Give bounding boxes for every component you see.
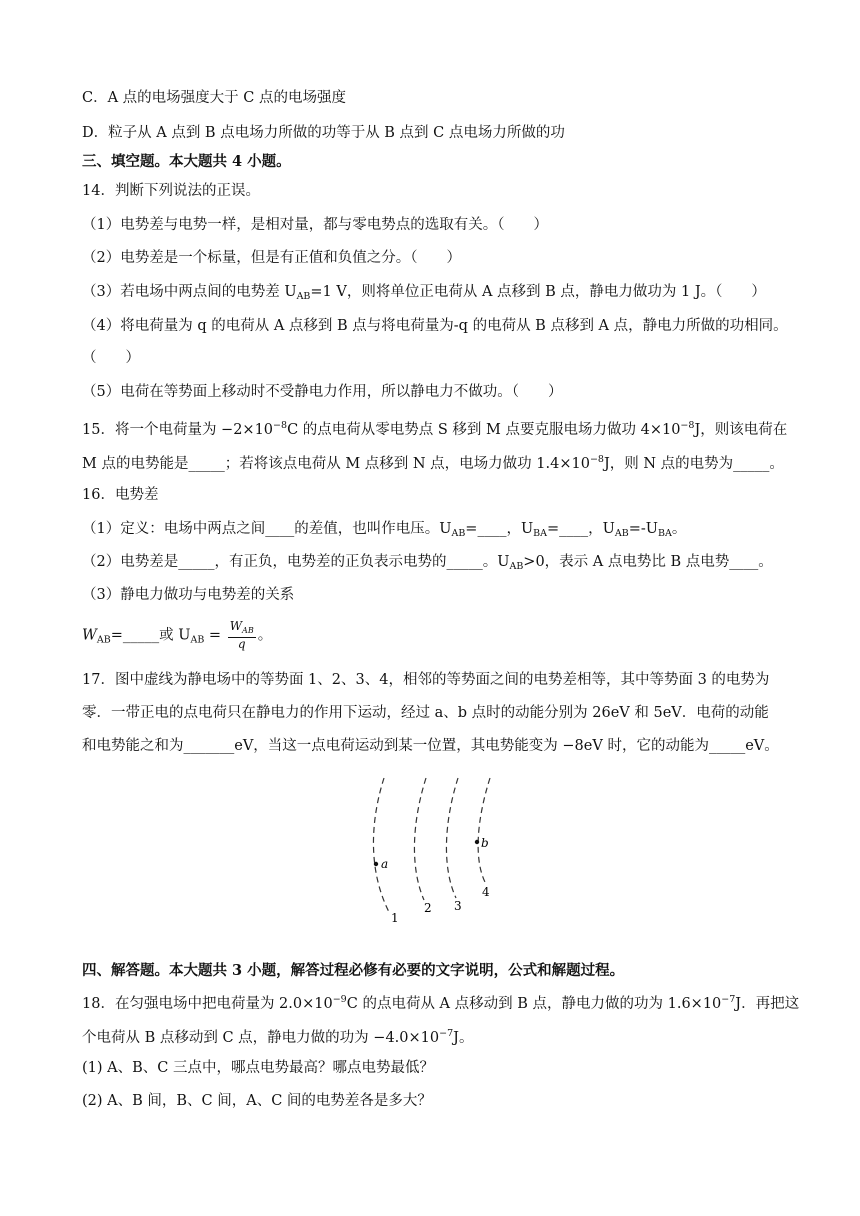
- q18-l1-e1: −9: [332, 994, 347, 1005]
- q16-relation: （3）静电力做功与电势差的关系: [82, 587, 295, 603]
- q17-line-3: 和电势能之和为_______eV，当这一点电荷运动到某一位置，其电势能变为 −8eV 时，它的动能为_____eV。: [82, 738, 779, 754]
- q16-d1-d: =-U: [628, 521, 659, 537]
- q15-l1-exp2: −8: [680, 420, 695, 431]
- q18-part-2: (2) A、B 间，B、C 间，A、C 间的电势差各是多大？: [82, 1093, 432, 1109]
- label-a: a: [381, 857, 389, 871]
- q18-l2-a: 个电荷从 B 点移动到 C 点，静电力做的功为 −4.0×10: [82, 1030, 440, 1046]
- q16-d2-b: >0，表示 A 点电势比 B 点电势____。: [523, 554, 773, 570]
- q18-l2-e: −7: [439, 1028, 454, 1039]
- q16-frac-num-sub: AB: [242, 626, 254, 635]
- q16-w-end: 。: [257, 627, 273, 644]
- q16-d1-b: =____，U: [465, 521, 534, 537]
- q15-l2-a: M 点的电势能是_____；若将该点电荷从 M 点移到 N 点，电场力做功 1.4×10: [82, 456, 590, 472]
- q13-option-c: C．A 点的电场强度大于 C 点的电场强度: [82, 90, 346, 106]
- q15-l1-b: C 的点电荷从零电势点 S 移到 M 点要克服电场力做功 4×10: [287, 422, 681, 438]
- q16-eq: =: [204, 627, 226, 644]
- q16-formula: [82, 620, 272, 655]
- q14-statement-3: [82, 282, 766, 307]
- q15-line-1: [82, 416, 787, 440]
- q17-line-1: 17．图中虚线为静电场中的等势面 1、2、3、4，相邻的等势面之间的电势差相等，其中等势面 3 的电势为: [82, 672, 770, 688]
- q15-l2-b: J，则 N 点的电势为_____。: [603, 456, 784, 472]
- q14-statement-1: （1）电势差与电势一样，是相对量，都与零电势点的选取有关。（ ）: [82, 217, 548, 233]
- q18-l1-a: 18．在匀强电场中把电荷量为 2.0×10: [82, 996, 333, 1012]
- q16-d1-s4: BA: [658, 528, 672, 539]
- q18-line-1: [82, 990, 799, 1014]
- q14-stem: 14．判断下列说法的正误。: [82, 183, 260, 199]
- q16-d1-a: （1）定义：电场中两点之间____的差值，也叫作电压。U: [82, 521, 452, 537]
- label-3: 3: [454, 899, 462, 913]
- section3-title: 三、填空题。本大题共 4 小题。: [82, 153, 291, 170]
- q16-scalar: [82, 552, 773, 577]
- q16-w-b: =_____或 U: [110, 627, 191, 644]
- label-1: 1: [391, 911, 399, 922]
- q16-w: W: [82, 627, 97, 644]
- q15-l2-exp: −8: [589, 454, 604, 465]
- equipotential-surface-4: [478, 778, 490, 884]
- label-2: 2: [424, 901, 432, 915]
- q14-statement-4: （4）将电荷量为 q 的电荷从 A 点移到 B 点与将电荷量为-q 的电荷从 B 点移到 A 点，静电力所做的功相同。: [82, 318, 788, 334]
- equipotential-surface-1: [373, 778, 390, 914]
- q16-d1-s2: BA: [533, 528, 548, 539]
- q14-statement-5: （5）电荷在等势面上移动时不受静电力作用，所以静电力不做功。（ ）: [82, 384, 563, 400]
- q16-d1-c: =____，U: [547, 521, 615, 537]
- q16-d1-e: 。: [671, 521, 687, 537]
- q16-frac-num: W: [229, 619, 243, 633]
- q16-u-sub: AB: [190, 634, 205, 646]
- q15-l1-a: 15．将一个电荷量为 −2×10: [82, 422, 274, 438]
- q18-l1-b: C 的点电荷从 A 点移动到 B 点，静电力做的功为 1.6×10: [346, 996, 722, 1012]
- q15-line-2: [82, 450, 784, 474]
- q15-l1-c: J，则该电荷在: [694, 422, 788, 438]
- q16-w-sub: AB: [96, 634, 111, 646]
- point-b: [475, 840, 479, 844]
- q17-line-2: 零．一带正电的点电荷只在静电力的作用下运动，经过 a、b 点时的动能分别为 26eV 和 5eV．电荷的动能: [82, 705, 769, 721]
- q16-stem: 16．电势差: [82, 487, 159, 503]
- q16-d1-s3: AB: [614, 528, 629, 539]
- q14-s3-text-b: =1 V，则将单位正电荷从 A 点移到 B 点，静电力做功为 1 J。（ ）: [310, 284, 766, 300]
- q16-fraction: [228, 620, 256, 651]
- equipotential-surface-3: [446, 778, 458, 898]
- q15-l1-exp1: −8: [273, 420, 288, 431]
- q13-option-d: D．粒子从 A 点到 B 点电场力所做的功等于从 B 点到 C 点电场力所做的功: [82, 125, 565, 141]
- q18-l1-e2: −7: [721, 994, 736, 1005]
- q14-statement-4-bracket: （ ）: [82, 350, 140, 366]
- q16-d2-s: AB: [509, 561, 524, 572]
- q14-s3-text-a: （3）若电场中两点间的电势差 U: [82, 284, 297, 300]
- q16-d2-a: （2）电势差是_____，有正负，电势差的正负表示电势的_____。U: [82, 554, 510, 570]
- label-4: 4: [482, 885, 490, 899]
- q18-part-1: (1) A、B、C 三点中，哪点电势最高？哪点电势最低？: [82, 1060, 434, 1076]
- equipotential-figure: [340, 772, 520, 922]
- q14-statement-2: （2）电势差是一个标量，但是有正值和负值之分。（ ）: [82, 250, 461, 266]
- label-b: b: [481, 836, 489, 850]
- section4-title: 四、解答题。本大题共 3 小题，解答过程必修有必要的文字说明，公式和解题过程。: [82, 962, 625, 979]
- equipotential-surface-2: [414, 778, 426, 900]
- q18-l2-b: J。: [453, 1030, 474, 1046]
- q16-frac-den: q: [237, 637, 246, 651]
- q16-definition: [82, 519, 686, 544]
- q16-d1-s1: AB: [451, 528, 466, 539]
- point-a: [374, 862, 378, 866]
- q14-s3-sub: AB: [296, 291, 311, 302]
- q18-line-2: [82, 1024, 473, 1048]
- q18-l1-c: J．再把这: [735, 996, 800, 1012]
